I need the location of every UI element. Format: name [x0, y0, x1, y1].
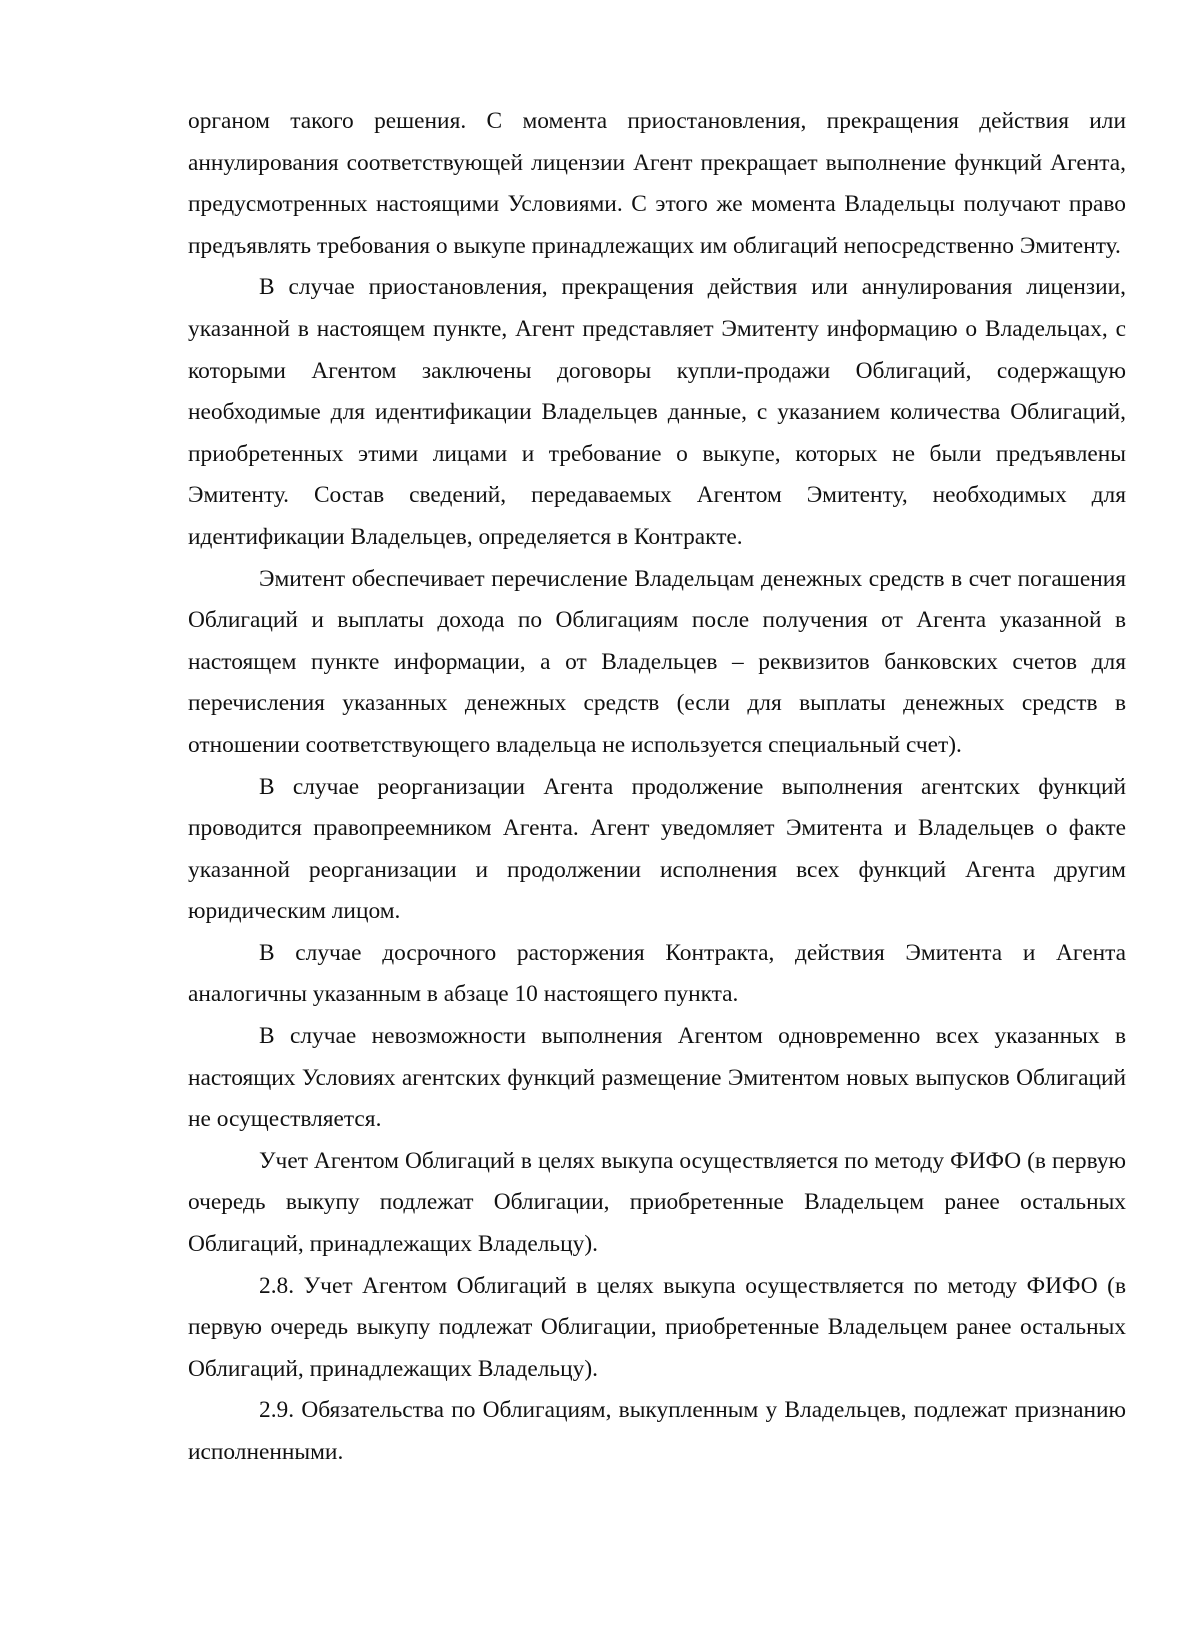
paragraph-5: В случае досрочного расторжения Контракта, действия Эмитента и Агента аналогичны указанным в абзаце 10 настоящего пункта. [188, 939, 1126, 1008]
paragraph-2-9: 2.9. Обязательства по Облигациям, выкупленным у Владельцев, подлежат признанию исполненными. [188, 1397, 1126, 1465]
document-body [188, 101, 1126, 1474]
paragraph-3: Эмитент обеспечивает перечисление Владельцам денежных средств в счет погашения Облигаций и выплаты дохода по Облигациям после получения от Агента указанной в настоящем пункте информации, а от Владельцев – реквизитов банковских счетов для перечисления указанных денежных средств (если для выплаты денежных средств в отношении соответствующего владельца не используется специальный счет). [188, 565, 1126, 758]
paragraph-2: В случае приостановления, прекращения действия или аннулирования лицензии, указанной в настоящем пункте, Агент представляет Эмитенту информацию о Владельцах, с которыми Агентом заключены договоры купли-продажи Облигаций, содержащую необходимые для идентификации Владельцев данные, с указанием количества Облигаций, приобретенных этими лицами и требование о выкупе, которых не были предъявлены Эмитенту. Состав сведений, передаваемых Агентом Эмитенту, необходимых для идентификации Владельцев, определяется в Контракте. [188, 274, 1126, 550]
paragraph-4: В случае реорганизации Агента продолжение выполнения агентских функций проводится правопреемником Агента. Агент уведомляет Эмитента и Владельцев о факте указанной реорганизации и продолжении исполнения всех функций Агента другим юридическим лицом. [188, 773, 1126, 925]
paragraph-1: органом такого решения. С момента приостановления, прекращения действия или аннулирования соответствующей лицензии Агент прекращает выполнение функций Агента, предусмотренных настоящими Условиями. С этого же момента Владельцы получают право предъявлять требования о выкупе принадлежащих им облигаций непосредственно Эмитенту. [188, 108, 1126, 259]
paragraph-7: Учет Агентом Облигаций в целях выкупа осуществляется по методу ФИФО (в первую очередь выкупу подлежат Облигации, приобретенные Владельцем ранее остальных Облигаций, принадлежащих Владельцу). [188, 1147, 1126, 1258]
paragraph-2-8: 2.8. Учет Агентом Облигаций в целях выкупа осуществляется по методу ФИФО (в первую очередь выкупу подлежат Облигации, приобретенные Владельцем ранее остальных Облигаций, принадлежащих Владельцу). [188, 1272, 1126, 1382]
paragraph-6: В случае невозможности выполнения Агентом одновременно всех указанных в настоящих Условиях агентских функций размещение Эмитентом новых выпусков Облигаций не осуществляется. [188, 1023, 1126, 1133]
